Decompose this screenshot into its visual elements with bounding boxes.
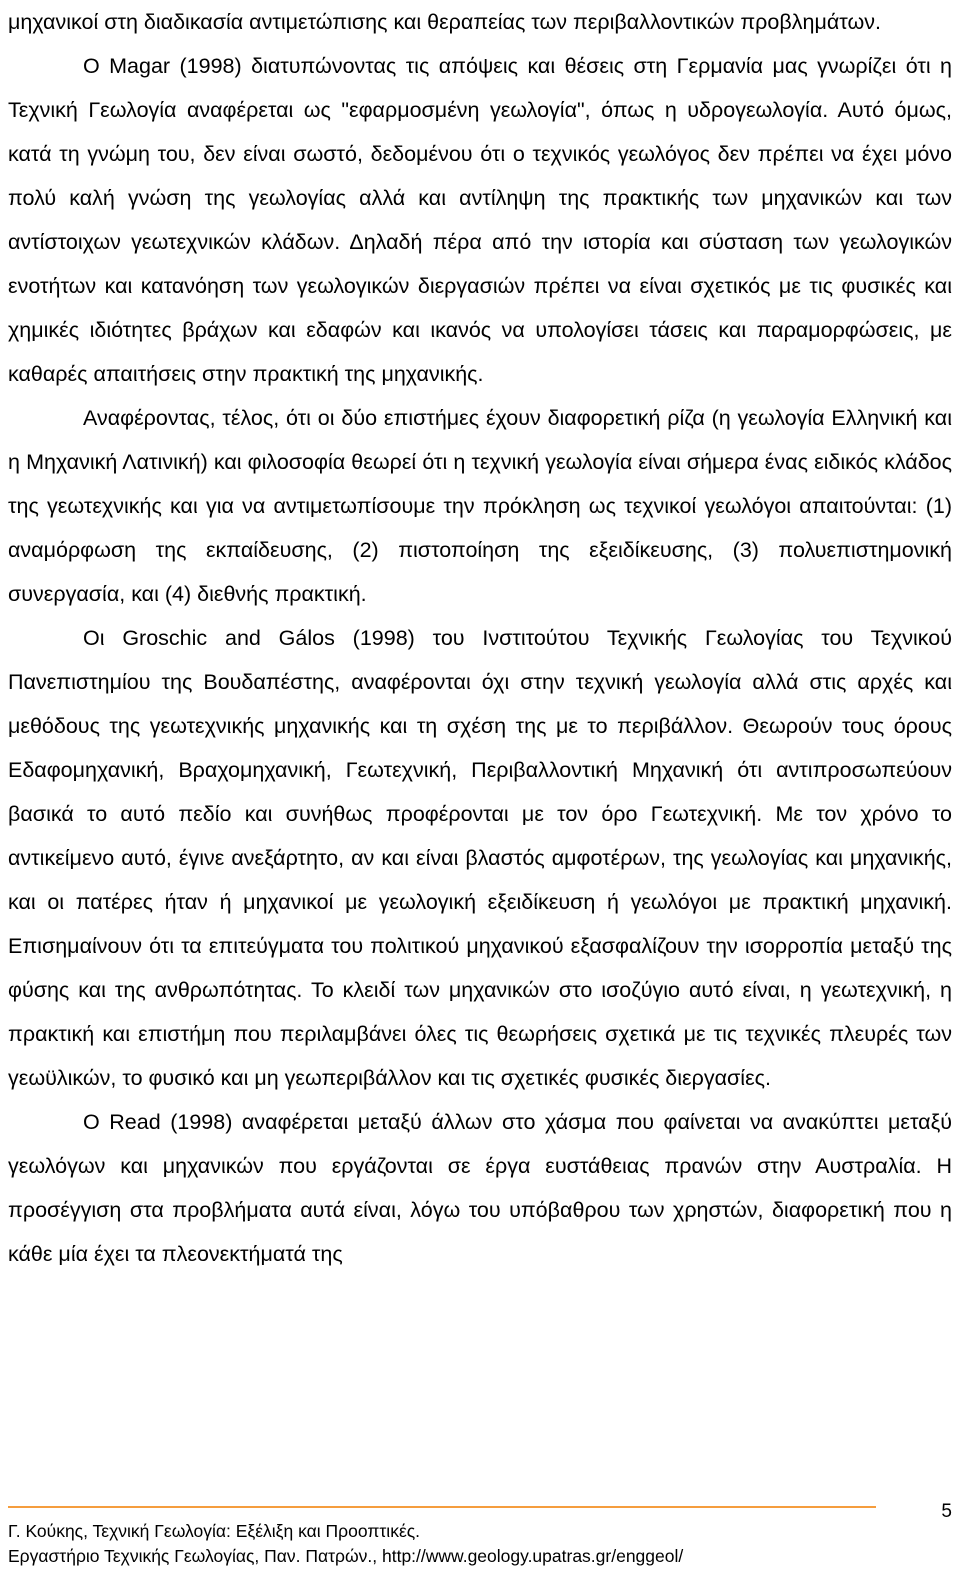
paragraph-5: Ο Read (1998) αναφέρεται μεταξύ άλλων στο χάσμα που φαίνεται να ανακύπτει μεταξύ γεωλόγων και μηχανικών που εργάζονται σε έργα ευστάθειας πρανών στην Αυστραλία. Η προσέγγιση στα προβλήματα αυτά είναι, λόγω του υπόβαθρου των χρηστών, διαφορετική που η κάθε μία έχει τα πλεονεκτήματά της [8,1110,952,1266]
paragraph-1: μηχανικοί στη διαδικασία αντιμετώπισης και θεραπείας των περιβαλλοντικών προβλημάτων. [8,10,881,34]
paragraph-4: Οι Groschic and Gálos (1998) του Ινστιτούτου Τεχνικής Γεωλογίας του Τεχνικού Πανεπιστημίου της Βουδαπέστης, αναφέρονται όχι στην τεχνική γεωλογία αλλά στις αρχές και μεθόδους της γεωτεχνικής μηχανικής και τη σχέση της με το περιβάλλον. Θεωρούν τους όρους Εδαφομηχανική, Βραχομηχανική, Γεωτεχνική, Περιβαλλοντική Μηχανική ότι αντιπροσωπεύουν βασικά το αυτό πεδίο και συνήθως προφέρονται με τον όρο Γεωτεχνική. Με τον χρόνο το αντικείμενο αυτό, έγινε ανεξάρτητο, αν και είναι βλαστός αμφοτέρων, της γεωλογίας και μηχανικής, και οι πατέρες ήταν ή μηχανικοί με γεωλογική εξειδίκευση ή γεωλόγοι με πρακτική μηχανική. Επισημαίνουν ότι τα επιτεύγματα του πολιτικού μηχανικού εξασφαλίζουν την ισορροπία μεταξύ της φύσης και της ανθρωπότητας. Το κλειδί των μηχανικών στο ισοζύγιο αυτό είναι, η γεωτεχνική, η πρακτική και επιστήμη που περιλαμβάνει όλες τις θεωρήσεις σχετικά με τις τεχνικές πλευρές των γεωϋλικών, το φυσικό και μη γεωπεριβάλλον και τις σχετικές φυσικές διεργασίες. [8,626,952,1090]
footer-citation: Γ. Κούκης, Τεχνική Γεωλογία: Εξέλιξη και Προοπτικές. [8,1521,421,1541]
footer-divider [8,1506,876,1508]
document-page [8,0,952,1276]
paragraph-2: Ο Magar (1998) διατυπώνοντας τις απόψεις και θέσεις στη Γερμανία μας γνωρίζει ότι η Τεχνική Γεωλογία αναφέρεται ως "εφαρμοσμένη γεωλογία", όπως η υδρογεωλογία. Αυτό όμως, κατά τη γνώμη του, δεν είναι σωστό, δεδομένου ότι ο τεχνικός γεωλόγος δεν πρέπει να έχει μόνο πολύ καλή γνώση της γεωλογίας αλλά και αντίληψη της πρακτικής των μηχανικών και των αντίστοιχων γεωτεχνικών κλάδων. Δηλαδή πέρα από την ιστορία και σύσταση των γεωλογικών ενοτήτων και κατανόηση των γεωλογικών διεργασιών πρέπει να είναι σχετικός με τις φυσικές και χημικές ιδιότητες βράχων και εδαφών και ικανός να υπολογίσει τάσεις και παραμορφώσεις, με καθαρές απαιτήσεις στην πρακτική της μηχανικής. [8,54,952,386]
footer-lab-info: Εργαστήριο Τεχνικής Γεωλογίας, Παν. Πατρών., http://www.geology.upatras.gr/enggeol/ [8,1546,684,1566]
paragraph-3: Αναφέροντας, τέλος, ότι οι δύο επιστήμες έχουν διαφορετική ρίζα (η γεωλογία Ελληνική και η Μηχανική Λατινική) και φιλοσοφία θεωρεί ότι η τεχνική γεωλογία είναι σήμερα ένας ειδικός κλάδος της γεωτεχνικής και για να αντιμετωπίσουμε την πρόκληση ως τεχνικοί γεωλόγοι απαιτούνται: (1) αναμόρφωση της εκπαίδευσης, (2) πιστοποίηση της εξειδίκευσης, (3) πολυεπιστημονική συνεργασία, και (4) διεθνής πρακτική. [8,406,952,606]
page-number: 5 [941,1501,952,1522]
